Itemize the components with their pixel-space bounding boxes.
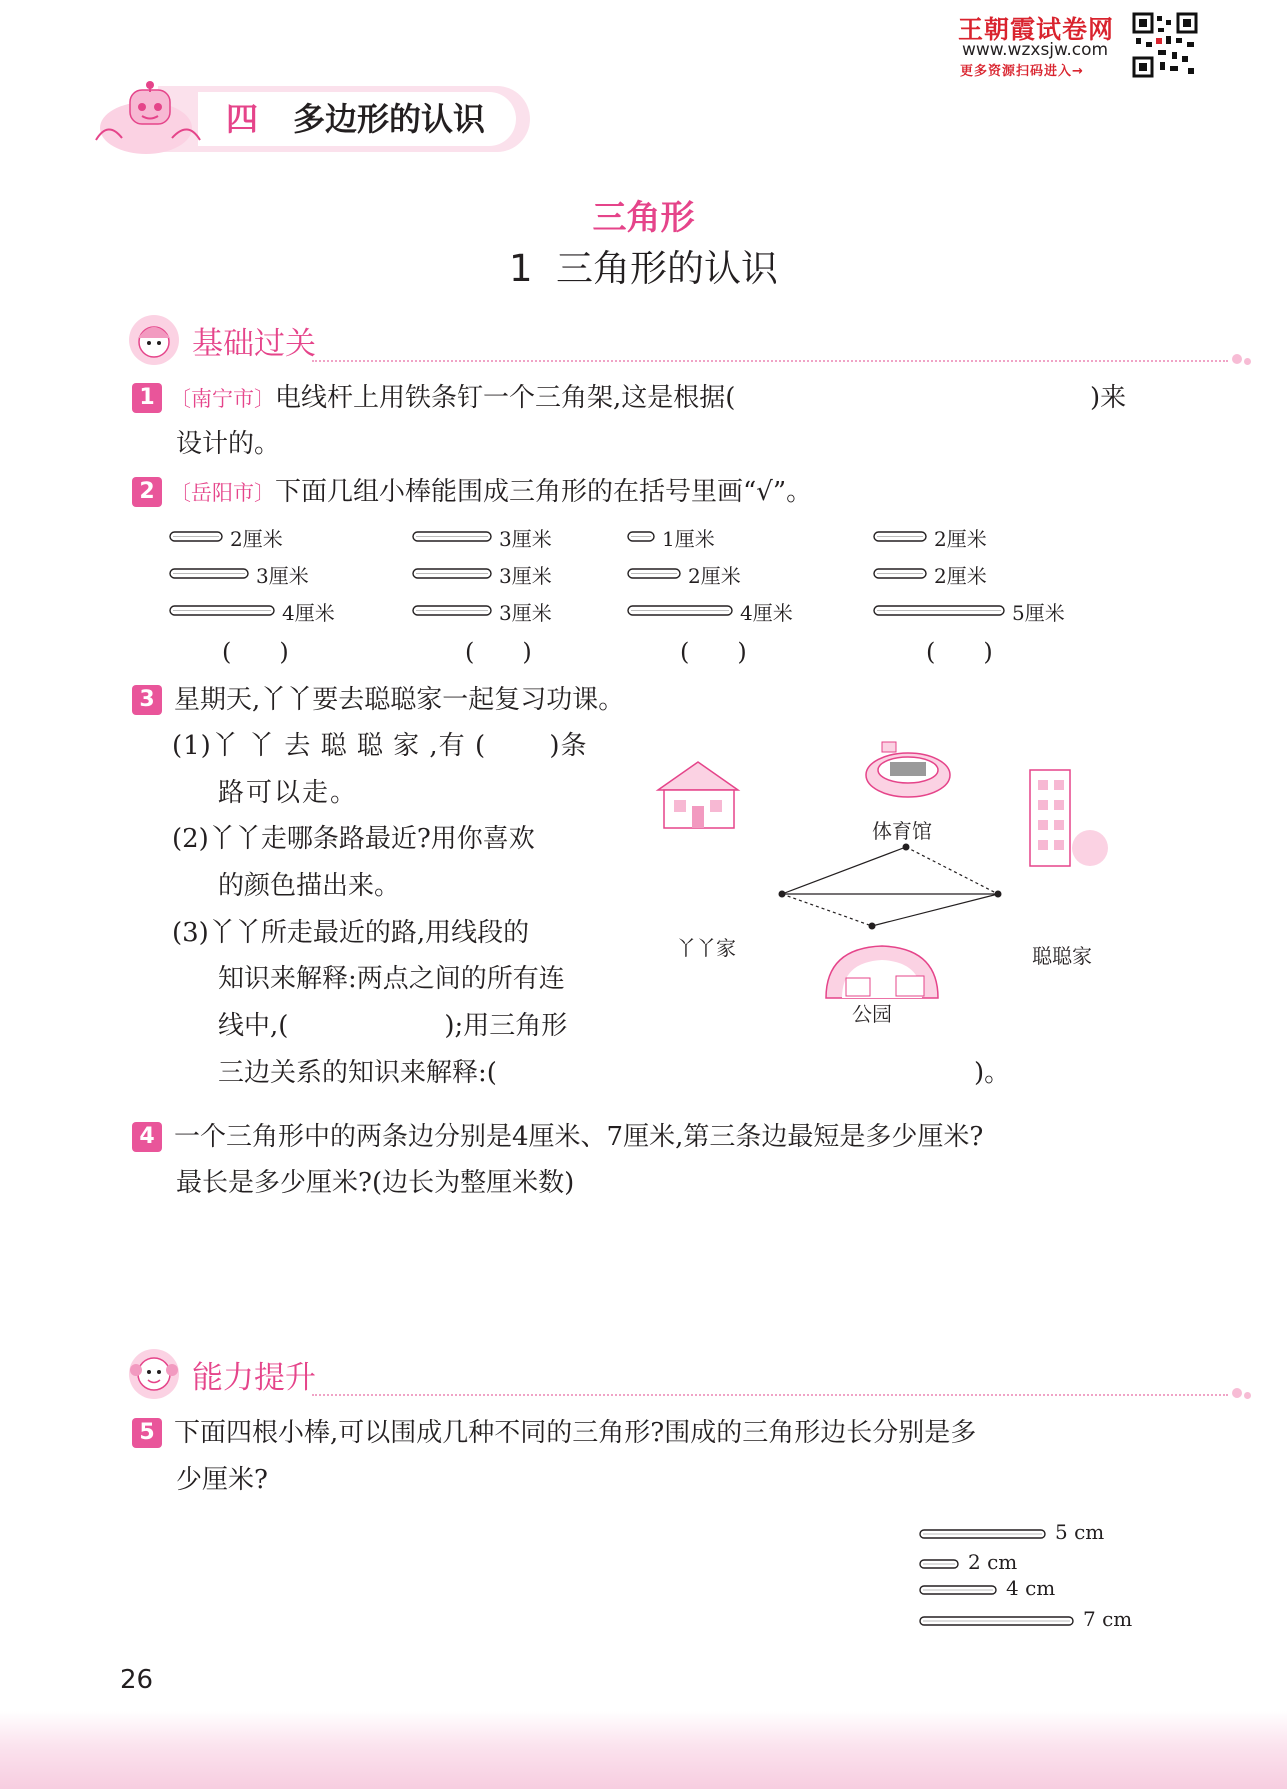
question-3-sub2-a: (2)丫丫走哪条路最近?用你喜欢	[172, 824, 535, 854]
answer-parentheses[interactable]: ( )	[222, 638, 289, 666]
point-congcong	[995, 891, 1002, 898]
route-park-congcong	[872, 894, 998, 926]
chapter-title: 多边形的认识	[293, 100, 486, 138]
stick-length-label: 2 cm	[968, 1550, 1018, 1574]
gym-building-icon	[866, 742, 950, 797]
stick-length-label: 3厘米	[499, 601, 552, 625]
brand-tagline: 更多资源扫码进入→	[960, 64, 1084, 79]
qr-code-icon[interactable]	[1132, 12, 1198, 78]
question-number-3: 3	[132, 685, 162, 715]
question-1-line2: 设计的。	[176, 429, 281, 459]
question-number-5: 5	[132, 1418, 162, 1448]
lesson-title: 1 三角形的认识	[508, 247, 779, 290]
map-label-gym: 体育馆	[872, 819, 932, 843]
question-1-answer-blank-end[interactable]: )来	[1090, 383, 1127, 413]
stick-length-label: 3厘米	[499, 564, 552, 588]
question-3-sub3-d: 三边关系的知识来解释:(	[218, 1058, 497, 1088]
girl-avatar-icon	[128, 312, 184, 368]
footer-band	[0, 1711, 1287, 1789]
divider-dot	[1232, 1388, 1242, 1398]
section-divider	[312, 360, 1228, 362]
divider-dot	[1232, 354, 1242, 364]
question-2-text: 下面几组小棒能围成三角形的在括号里画“√”。	[275, 477, 813, 507]
question-3-sub2-b: 的颜色描出来。	[218, 871, 401, 901]
question-3-sub3-a: (3)丫丫所走最近的路,用线段的	[172, 918, 530, 948]
answer-parentheses[interactable]: ( )	[465, 638, 532, 666]
question-number-2: 2	[132, 477, 162, 507]
stick-length-label: 4 cm	[1006, 1576, 1056, 1600]
question-number-4: 4	[132, 1122, 162, 1152]
congcong-building-icon	[1030, 770, 1108, 866]
question-2-line	[170, 475, 812, 510]
unit-title: 三角形	[592, 198, 695, 238]
point-yaya	[779, 891, 786, 898]
page-number: 26	[120, 1665, 154, 1695]
question-5-line2: 少厘米?	[176, 1465, 268, 1495]
brand-name: 王朝霞试卷网	[958, 15, 1115, 44]
map-label-yaya-home: 丫丫家	[676, 936, 736, 960]
question-3-text: 星期天,丫丫要去聪聪家一起复习功课。	[174, 685, 625, 715]
section-title-advanced: 能力提升	[192, 1360, 316, 1396]
question-3-sub1-b: 路可以走。	[218, 778, 359, 808]
route-map	[650, 740, 1130, 1030]
point-gym	[903, 844, 910, 851]
map-label-congcong-home: 聪聪家	[1032, 944, 1092, 968]
monkey-avatar-icon	[128, 1346, 184, 1402]
mascot-icon	[88, 80, 208, 158]
answer-parentheses[interactable]: ( )	[926, 638, 993, 666]
question-4-line1: 一个三角形中的两条边分别是4厘米、7厘米,第三条边最短是多少厘米?	[174, 1122, 984, 1152]
brand-url[interactable]: www.wzxsjw.com	[962, 40, 1109, 60]
question-4-line2: 最长是多少厘米?(边长为整厘米数)	[176, 1168, 575, 1198]
chapter-banner	[88, 80, 530, 158]
answer-parentheses[interactable]: ( )	[680, 638, 747, 666]
stick-length-label: 2厘米	[934, 564, 987, 588]
park-icon	[826, 946, 938, 998]
route-yaya-gym	[782, 847, 906, 894]
stick-length-label: 2厘米	[230, 527, 283, 551]
question-1-text: 电线杆上用铁条钉一个三角架,这是根据(	[275, 383, 736, 413]
question-3-sub3-d-end[interactable]: )。	[974, 1058, 1011, 1088]
route-gym-congcong	[906, 847, 998, 894]
route-yaya-park	[782, 894, 872, 926]
stick-length-label: 4厘米	[282, 601, 335, 625]
stick-length-label: 2厘米	[688, 564, 741, 588]
yaya-house-icon	[658, 762, 738, 828]
question-3-sub3-c: 线中,( );用三角形	[218, 1011, 568, 1041]
section-header-basic	[128, 312, 1128, 368]
section-title-basic: 基础过关	[192, 326, 316, 362]
section-header-advanced	[128, 1346, 1128, 1402]
stick-length-label: 1厘米	[662, 527, 715, 551]
stick-length-label: 5 cm	[1055, 1520, 1105, 1544]
source-tag: 〔南宁市〕	[170, 387, 275, 411]
question-5-line1: 下面四根小棒,可以围成几种不同的三角形?围成的三角形边长分别是多	[174, 1418, 977, 1448]
source-tag: 〔岳阳市〕	[170, 481, 275, 505]
stick-length-label: 2厘米	[934, 527, 987, 551]
question-number-1: 1	[132, 383, 162, 413]
divider-dot	[1244, 358, 1251, 365]
stick-length-label: 4厘米	[740, 601, 793, 625]
map-label-park: 公园	[852, 1002, 892, 1026]
stick-length-label: 5厘米	[1012, 601, 1065, 625]
question-3-sub1-a: (1)丫 丫 去 聪 聪 家 ,有 ( )条	[172, 731, 588, 761]
question-3-sub3-b: 知识来解释:两点之间的所有连	[218, 964, 565, 994]
stick-length-label: 3厘米	[256, 564, 309, 588]
chapter-number: 四	[226, 100, 259, 138]
point-park	[869, 923, 876, 930]
divider-dot	[1244, 1392, 1251, 1399]
stick-length-label: 7 cm	[1083, 1607, 1133, 1631]
stick-length-label: 3厘米	[499, 527, 552, 551]
section-divider	[312, 1394, 1228, 1396]
question-1-line1	[170, 381, 735, 416]
